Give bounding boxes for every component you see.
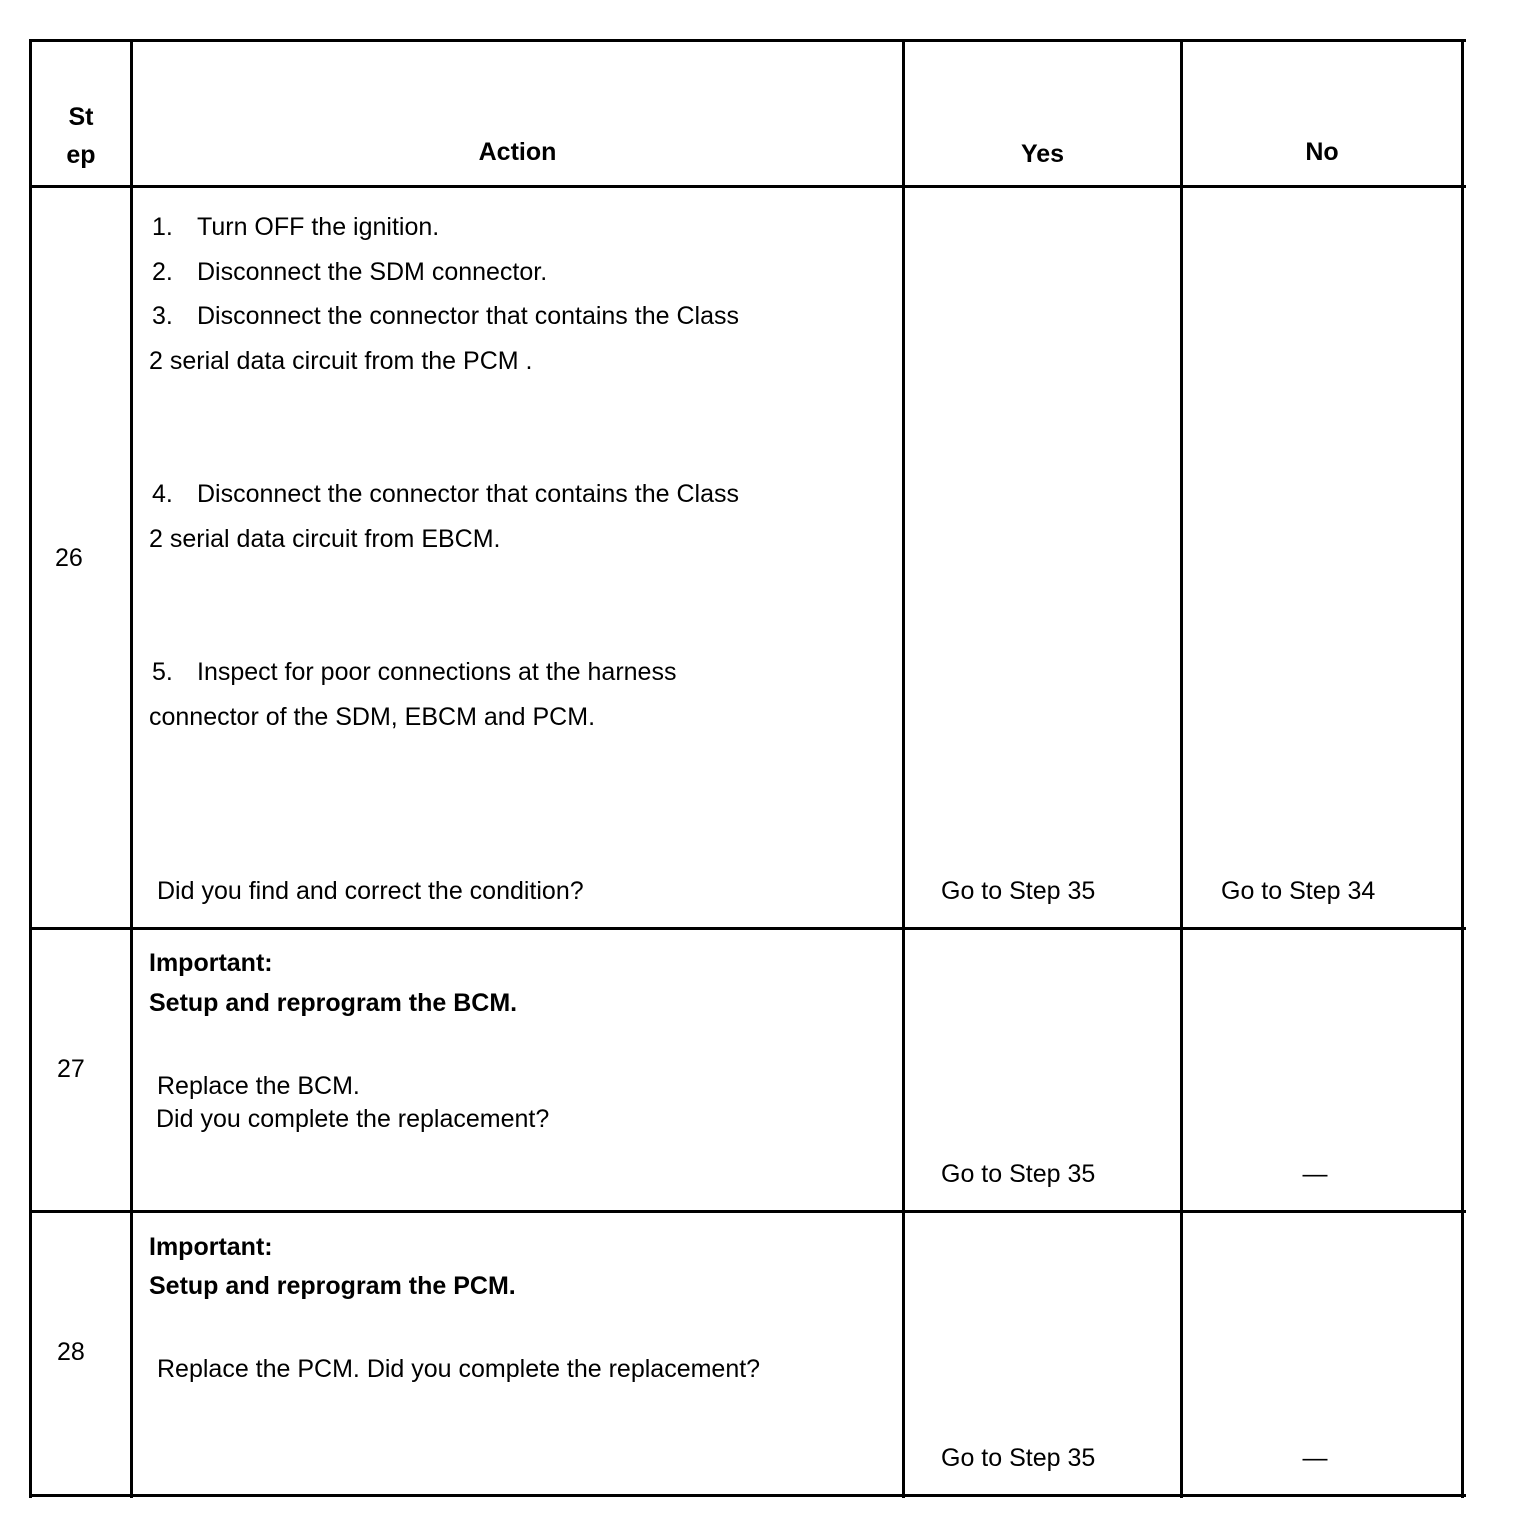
yes-result: Go to Step 35 (941, 877, 1096, 905)
table-border-left (29, 39, 32, 1498)
item-number: 3. (152, 302, 173, 330)
row-divider (29, 927, 1466, 930)
column-divider (1180, 39, 1183, 1498)
header-step-line1: St (68, 103, 94, 131)
important-text: Setup and reprogram the BCM. (149, 989, 518, 1017)
step-number: 28 (57, 1338, 85, 1366)
yes-result: Go to Step 35 (941, 1444, 1096, 1472)
no-result: — (1302, 1444, 1328, 1472)
list-item-continuation: 2 serial data circuit from EBCM. (149, 525, 501, 553)
important-label: Important: (149, 1233, 273, 1261)
item-number: 1. (152, 213, 173, 241)
item-number: 2. (152, 258, 173, 286)
no-result: Go to Step 34 (1221, 877, 1376, 905)
list-item (152, 479, 739, 509)
action-text: Replace the PCM. Did you complete the replacement? (157, 1355, 761, 1383)
list-item (152, 212, 439, 242)
important-label: Important: (149, 949, 273, 977)
header-no: No (1305, 138, 1339, 166)
item-text: Disconnect the connector that contains the Class (197, 480, 739, 508)
list-item (152, 301, 739, 331)
no-result: — (1302, 1160, 1328, 1188)
column-divider (902, 39, 905, 1498)
table-border-top (29, 39, 1466, 42)
item-text: Disconnect the SDM connector. (197, 258, 548, 286)
step-number: 26 (55, 544, 83, 572)
table-border-bottom (29, 1494, 1466, 1497)
item-text: Inspect for poor connections at the harness (197, 658, 677, 686)
action-text: Replace the BCM. (157, 1072, 360, 1100)
item-number: 5. (152, 658, 173, 686)
list-item-continuation: connector of the SDM, EBCM and PCM. (149, 703, 596, 731)
item-text: Turn OFF the ignition. (197, 213, 440, 241)
item-text: Disconnect the connector that contains the Class (197, 302, 739, 330)
row-divider (29, 1210, 1466, 1213)
step-number: 27 (57, 1055, 85, 1083)
header-step (32, 98, 130, 174)
question-text: Did you complete the replacement? (156, 1105, 550, 1133)
item-number: 4. (152, 480, 173, 508)
header-yes: Yes (1020, 140, 1065, 168)
column-divider (130, 39, 133, 1498)
list-item-continuation: 2 serial data circuit from the PCM . (149, 347, 533, 375)
yes-result: Go to Step 35 (941, 1160, 1096, 1188)
list-item (152, 257, 547, 287)
list-item (152, 657, 676, 687)
table-border-right (1461, 39, 1464, 1498)
question-text: Did you find and correct the condition? (157, 877, 584, 905)
header-step-line2: ep (66, 141, 96, 169)
header-divider (29, 185, 1466, 188)
important-text: Setup and reprogram the PCM. (149, 1272, 516, 1300)
header-action: Action (478, 138, 557, 166)
